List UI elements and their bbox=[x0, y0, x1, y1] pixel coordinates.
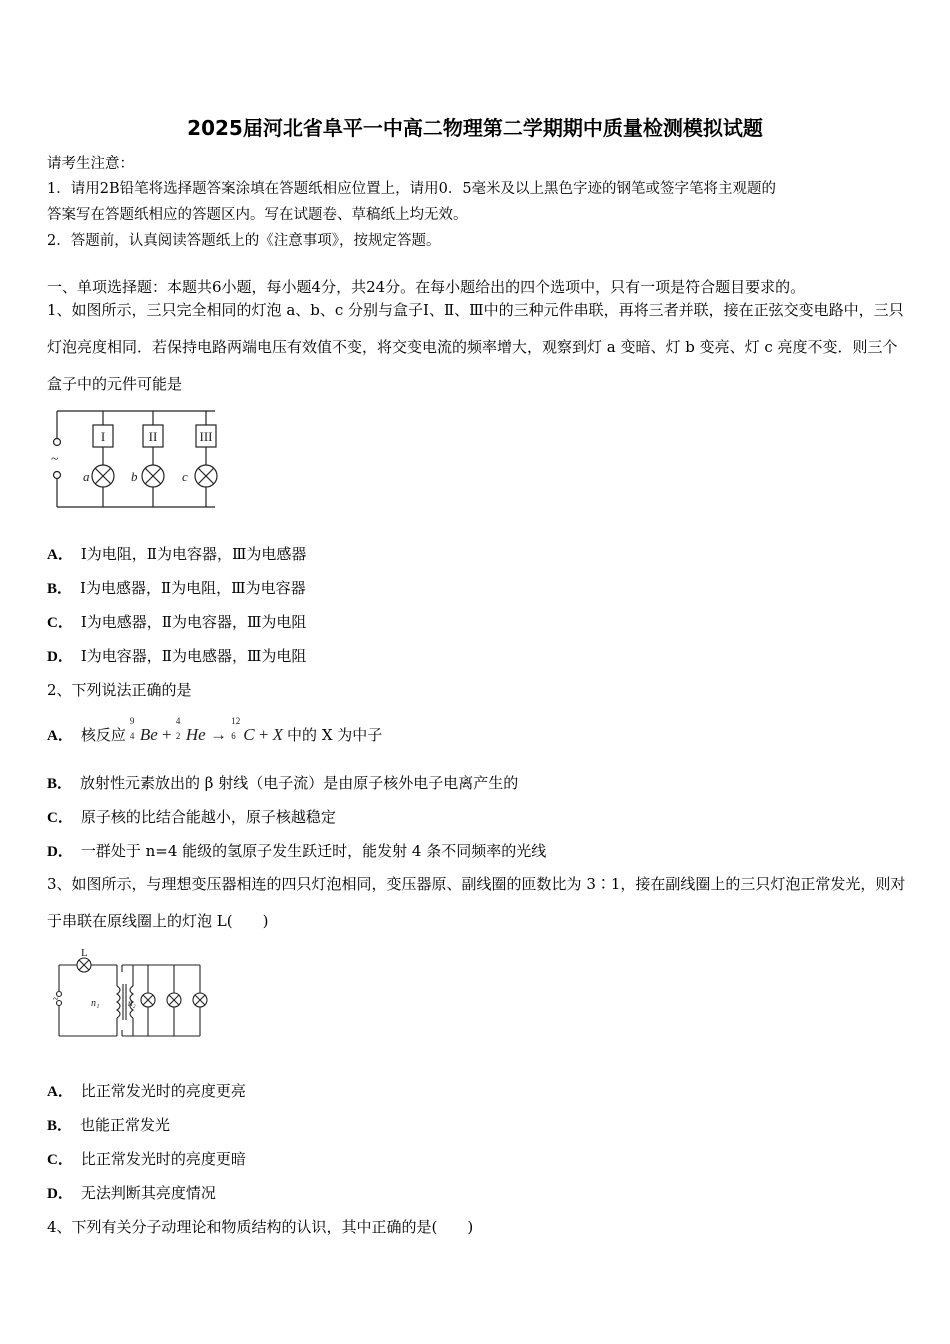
source-symbol: ~ bbox=[51, 452, 59, 467]
q1-option-b[interactable] bbox=[47, 577, 306, 598]
q2-option-a[interactable] bbox=[47, 716, 383, 745]
question-2-stem: 2、下列说法正确的是 bbox=[47, 681, 192, 699]
nuclear-reaction-formula: 9 4 Be + 4 2 He → 12 6 C + X bbox=[129, 716, 284, 744]
option-text: 无法判断其亮度情况 bbox=[80, 1184, 216, 1202]
option-label: A． bbox=[47, 728, 73, 744]
source-symbol: ~ bbox=[53, 994, 59, 1005]
q2-option-d[interactable] bbox=[47, 840, 546, 861]
q3-option-d[interactable] bbox=[47, 1182, 216, 1203]
page-title: 2025届河北省阜平一中高二物理第二学期期中质量检测模拟试题 bbox=[187, 116, 763, 140]
lamp-a-label: a bbox=[83, 469, 90, 484]
option-text: Ⅰ为电感器，Ⅱ为电阻，Ⅲ为电容器 bbox=[80, 579, 306, 597]
option-label: D． bbox=[47, 844, 73, 860]
q1-option-c[interactable] bbox=[47, 611, 306, 632]
q1-option-a[interactable] bbox=[47, 543, 306, 564]
option-label: A． bbox=[47, 1084, 73, 1100]
option-text: 也能正常发光 bbox=[80, 1116, 171, 1134]
option-label: B． bbox=[47, 776, 73, 792]
option-label: B． bbox=[47, 1118, 73, 1134]
box-2-label: II bbox=[148, 429, 158, 444]
option-text-after: 中的 X 为中子 bbox=[287, 726, 383, 744]
option-text: 一群处于 n=4 能级的氢原子发生跃迁时，能发射 4 条不同频率的光线 bbox=[80, 842, 547, 860]
box-1-label: I bbox=[100, 429, 106, 444]
q1-circuit-figure bbox=[45, 404, 225, 514]
q3-option-c[interactable] bbox=[47, 1148, 246, 1169]
option-label: A． bbox=[47, 547, 73, 563]
option-text: 放射性元素放出的 β 射线（电子流）是由原子核外电子电离产生的 bbox=[80, 774, 519, 792]
option-label: D． bbox=[47, 1186, 73, 1202]
q3-option-a[interactable] bbox=[47, 1080, 246, 1101]
option-text: Ⅰ为电感器，Ⅱ为电容器，Ⅲ为电阻 bbox=[80, 613, 307, 631]
box-3-label: III bbox=[199, 429, 213, 444]
option-text: Ⅰ为电阻，Ⅱ为电容器，Ⅲ为电感器 bbox=[80, 545, 307, 563]
option-text-before: 核反应 bbox=[80, 726, 126, 744]
lamp-b-label: b bbox=[131, 469, 138, 484]
option-text: Ⅰ为电容器，Ⅱ为电感器，Ⅲ为电阻 bbox=[80, 647, 307, 665]
notice-line-1: 1．请用2B铅笔将选择题答案涂填在答题纸相应位置上，请用0．5毫米及以上黑色字迹的钢笔或签字笔将主观题的 bbox=[47, 181, 777, 197]
option-label: C． bbox=[47, 1152, 73, 1168]
question-4-stem: 4、下列有关分子动理论和物质结构的认识，其中正确的是( ) bbox=[47, 1218, 474, 1236]
notice-heading: 请考生注意： bbox=[47, 156, 134, 172]
lamp-l-label: L bbox=[81, 947, 88, 959]
notice-line-2: 答案写在答题纸相应的答题区内。写在试题卷、草稿纸上均无效。 bbox=[47, 207, 468, 223]
option-label: C． bbox=[47, 615, 73, 631]
q2-option-b[interactable] bbox=[47, 772, 518, 793]
option-label: C． bbox=[47, 810, 73, 826]
q2-option-c[interactable] bbox=[47, 806, 336, 827]
option-label: B． bbox=[47, 581, 73, 597]
q1-option-d[interactable] bbox=[47, 645, 306, 666]
q3-transformer-figure bbox=[52, 944, 212, 1044]
lamp-c-label: c bbox=[182, 469, 188, 484]
option-label: D． bbox=[47, 649, 73, 665]
option-text: 比正常发光时的亮度更暗 bbox=[80, 1150, 246, 1168]
notice-line-3: 2．答题前，认真阅读答题纸上的《注意事项》，按规定答题。 bbox=[47, 233, 441, 249]
section-heading: 一、单项选择题：本题共6小题，每小题4分，共24分。在每小题给出的四个选项中，只有一项是符合题目要求的。 bbox=[47, 278, 806, 296]
n1-label: n₁ bbox=[91, 998, 100, 1009]
q3-option-b[interactable] bbox=[47, 1114, 170, 1135]
question-1-stem: 1、如图所示，三只完全相同的灯泡 a、b、c 分别与盒子Ⅰ、Ⅱ、Ⅲ中的三种元件串联，再将三者并联，接在正弦交变电路中，三只灯泡亮度相同．若保持电路两端电压有效值不变，将交变电流的频率增大，观察到灯 a 变暗、灯 b 变亮、灯 c 亮度不变．则三个盒子中的元件可能是 bbox=[47, 301, 904, 393]
question-3-stem: 3、如图所示，与理想变压器相连的四只灯泡相同，变压器原、副线圈的匝数比为 3∶1，接在副线圈上的三只灯泡正常发光，则对于串联在原线圈上的灯泡 L( ) bbox=[47, 875, 906, 930]
n2-label: n₂ bbox=[128, 998, 136, 1008]
option-text: 原子核的比结合能越小，原子核越稳定 bbox=[80, 808, 336, 826]
option-text: 比正常发光时的亮度更亮 bbox=[80, 1082, 246, 1100]
